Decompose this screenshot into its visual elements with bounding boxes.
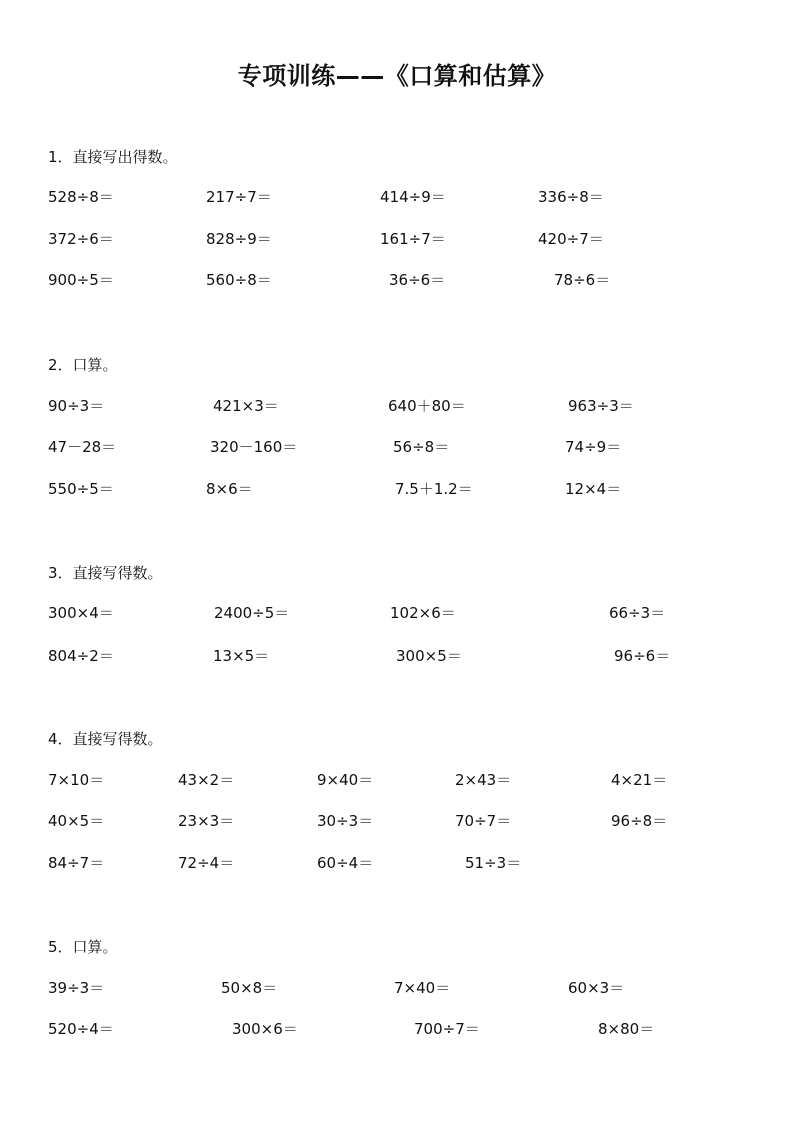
- problem: 336÷8＝: [538, 188, 604, 206]
- problem: 39÷3＝: [48, 979, 105, 997]
- problem: 40×5＝: [48, 812, 105, 830]
- problem: 90÷3＝: [48, 397, 105, 415]
- problem: 300×6＝: [232, 1020, 298, 1038]
- problem: 7.5＋1.2＝: [395, 480, 473, 498]
- problem: 4×21＝: [611, 771, 668, 789]
- section-1-row-1: [0, 186, 794, 210]
- problem: 72÷4＝: [178, 854, 235, 872]
- problem: 560÷8＝: [206, 271, 272, 289]
- section-1-row-3: [0, 269, 794, 293]
- problem: 7×40＝: [394, 979, 451, 997]
- section-4-row-2: [0, 810, 794, 834]
- section-5-row-1: [0, 977, 794, 1001]
- problem: 421×3＝: [213, 397, 279, 415]
- problem: 217÷7＝: [206, 188, 272, 206]
- section-2-row-3: [0, 478, 794, 502]
- page-title: 专项训练——《口算和估算》: [237, 62, 557, 90]
- problem: 420÷7＝: [538, 230, 604, 248]
- problem: 66÷3＝: [609, 604, 666, 622]
- problem: 51÷3＝: [465, 854, 522, 872]
- problem: 804÷2＝: [48, 647, 114, 665]
- section-5-heading: 5．口算。: [48, 938, 118, 956]
- problem: 528÷8＝: [48, 188, 114, 206]
- problem: 78÷6＝: [554, 271, 611, 289]
- problem: 36÷6＝: [389, 271, 446, 289]
- problem: 84÷7＝: [48, 854, 105, 872]
- problem: 74÷9＝: [565, 438, 622, 456]
- problem: 2400÷5＝: [214, 604, 290, 622]
- section-4-row-3: [0, 852, 794, 876]
- problem: 56÷8＝: [393, 438, 450, 456]
- problem: 50×8＝: [221, 979, 278, 997]
- problem: 8×80＝: [598, 1020, 655, 1038]
- problem: 60×3＝: [568, 979, 625, 997]
- problem: 372÷6＝: [48, 230, 114, 248]
- section-1-row-2: [0, 228, 794, 252]
- problem: 300×4＝: [48, 604, 114, 622]
- problem: 8×6＝: [206, 480, 253, 498]
- problem: 13×5＝: [213, 647, 270, 665]
- problem: 900÷5＝: [48, 271, 114, 289]
- problem: 520÷4＝: [48, 1020, 114, 1038]
- section-3-heading: 3．直接写得数。: [48, 564, 163, 582]
- section-2-heading: 2．口算。: [48, 356, 118, 374]
- section-5-row-2: [0, 1018, 794, 1042]
- problem: 414÷9＝: [380, 188, 446, 206]
- section-2-row-2: [0, 436, 794, 460]
- problem: 12×4＝: [565, 480, 622, 498]
- problem: 96÷6＝: [614, 647, 671, 665]
- section-2-row-1: [0, 395, 794, 419]
- section-4-heading: 4．直接写得数。: [48, 730, 163, 748]
- problem: 43×2＝: [178, 771, 235, 789]
- problem: 7×10＝: [48, 771, 105, 789]
- problem: 102×6＝: [390, 604, 456, 622]
- problem: 320－160＝: [210, 438, 298, 456]
- section-4-row-1: [0, 769, 794, 793]
- problem: 47－28＝: [48, 438, 117, 456]
- section-3-row-2: [0, 645, 794, 669]
- problem: 161÷7＝: [380, 230, 446, 248]
- problem: 828÷9＝: [206, 230, 272, 248]
- problem: 9×40＝: [317, 771, 374, 789]
- problem: 963÷3＝: [568, 397, 634, 415]
- problem: 96÷8＝: [611, 812, 668, 830]
- problem: 70÷7＝: [455, 812, 512, 830]
- problem: 30÷3＝: [317, 812, 374, 830]
- problem: 640＋80＝: [388, 397, 466, 415]
- section-1-heading: 1．直接写出得数。: [48, 148, 178, 166]
- problem: 300×5＝: [396, 647, 462, 665]
- problem: 23×3＝: [178, 812, 235, 830]
- problem: 700÷7＝: [414, 1020, 480, 1038]
- problem: 550÷5＝: [48, 480, 114, 498]
- problem: 60÷4＝: [317, 854, 374, 872]
- problem: 2×43＝: [455, 771, 512, 789]
- section-3-row-1: [0, 602, 794, 626]
